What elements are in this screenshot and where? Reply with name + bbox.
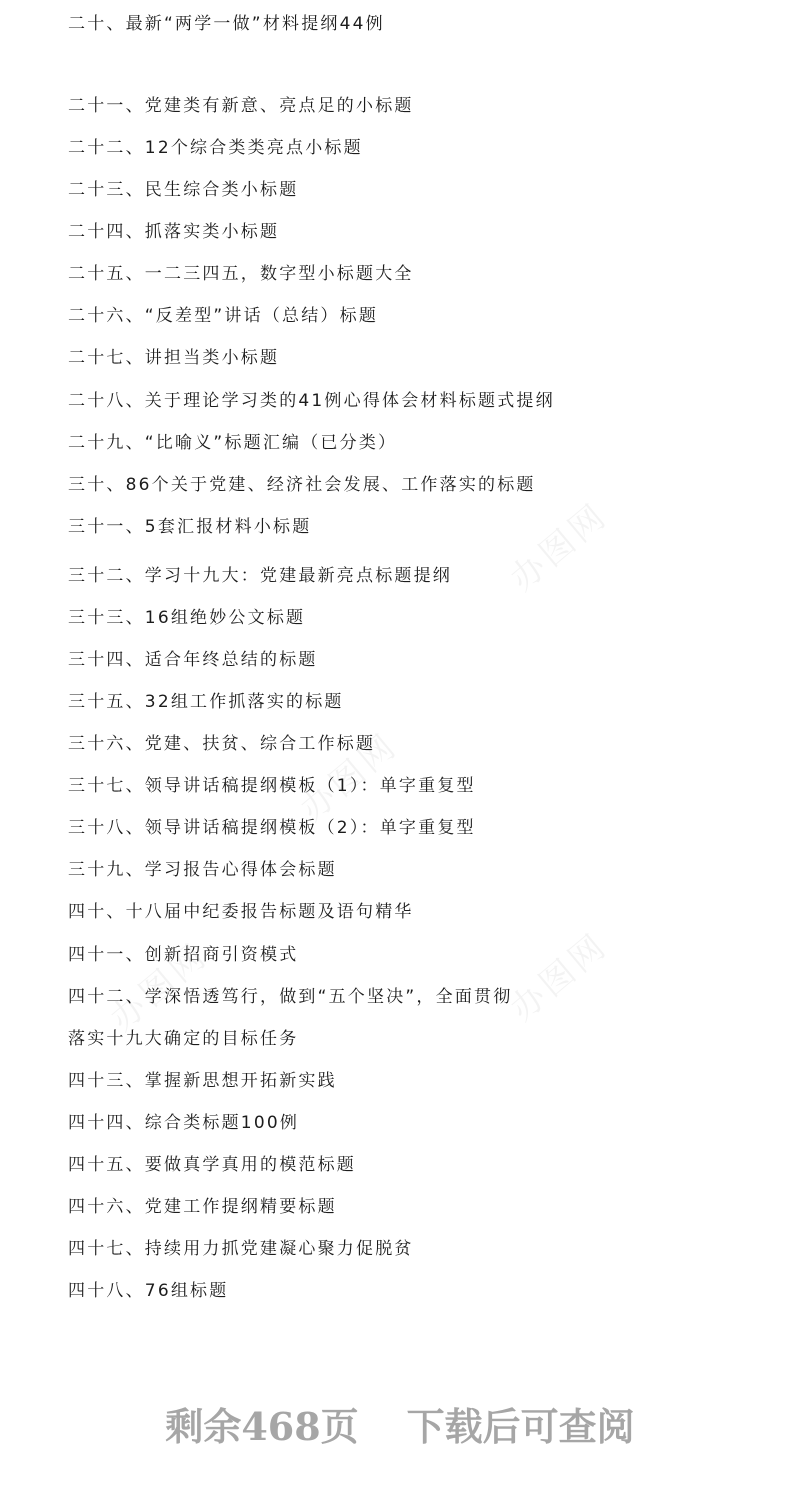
toc-item: 二十五、一二三四五，数字型小标题大全 xyxy=(68,264,414,284)
toc-item: 落实十九大确定的目标任务 xyxy=(68,1029,299,1049)
toc-item: 四十、十八届中纪委报告标题及语句精华 xyxy=(68,902,414,922)
toc-item: 四十三、掌握新思想开拓新实践 xyxy=(68,1071,337,1091)
toc-item: 二十八、关于理论学习类的41例心得体会材料标题式提纲 xyxy=(68,391,555,411)
toc-item: 四十六、党建工作提纲精要标题 xyxy=(68,1197,337,1217)
toc-item: 三十七、领导讲话稿提纲模板（1）：单字重复型 xyxy=(68,776,476,796)
toc-item: 三十二、学习十九大：党建最新亮点标题提纲 xyxy=(68,566,452,586)
toc-item: 四十七、持续用力抓党建凝心聚力促脱贫 xyxy=(68,1239,414,1259)
toc-item: 三十三、16组绝妙公文标题 xyxy=(68,608,306,628)
toc-item: 二十二、12个综合类类亮点小标题 xyxy=(68,138,363,158)
toc-item: 二十一、党建类有新意、亮点足的小标题 xyxy=(68,96,414,116)
remaining-pages-text: 剩余468页 xyxy=(165,1404,359,1449)
toc-item: 二十七、讲担当类小标题 xyxy=(68,348,280,368)
toc-item: 二十九、“比喻义”标题汇编（已分类） xyxy=(68,433,398,453)
toc-item: 四十一、创新招商引资模式 xyxy=(68,945,299,965)
toc-item: 三十、86个关于党建、经济社会发展、工作落实的标题 xyxy=(68,475,536,495)
toc-item: 四十五、要做真学真用的模范标题 xyxy=(68,1155,356,1175)
toc-item: 三十一、5套汇报材料小标题 xyxy=(68,517,312,537)
toc-item: 二十六、“反差型”讲话（总结）标题 xyxy=(68,306,379,326)
toc-item: 四十四、综合类标题100例 xyxy=(68,1113,300,1133)
watermark xyxy=(498,919,617,1030)
toc-item: 三十九、学习报告心得体会标题 xyxy=(68,860,337,880)
download-banner[interactable] xyxy=(0,1400,800,1454)
watermark xyxy=(498,489,617,600)
download-to-view-text: 下载后可查阅 xyxy=(406,1404,635,1449)
toc-item: 三十五、32组工作抓落实的标题 xyxy=(68,692,344,712)
toc-item: 二十三、民生综合类小标题 xyxy=(68,180,299,200)
toc-item: 四十八、76组标题 xyxy=(68,1281,229,1301)
toc-item: 三十四、适合年终总结的标题 xyxy=(68,650,318,670)
toc-item: 三十六、党建、扶贫、综合工作标题 xyxy=(68,734,376,754)
toc-item: 四十二、学深悟透笃行，做到“五个坚决”，全面贯彻 xyxy=(68,987,513,1007)
toc-item: 二十、最新“两学一做”材料提纲44例 xyxy=(68,14,385,34)
toc-item: 三十八、领导讲话稿提纲模板（2）：单字重复型 xyxy=(68,818,476,838)
toc-item: 二十四、抓落实类小标题 xyxy=(68,222,280,242)
